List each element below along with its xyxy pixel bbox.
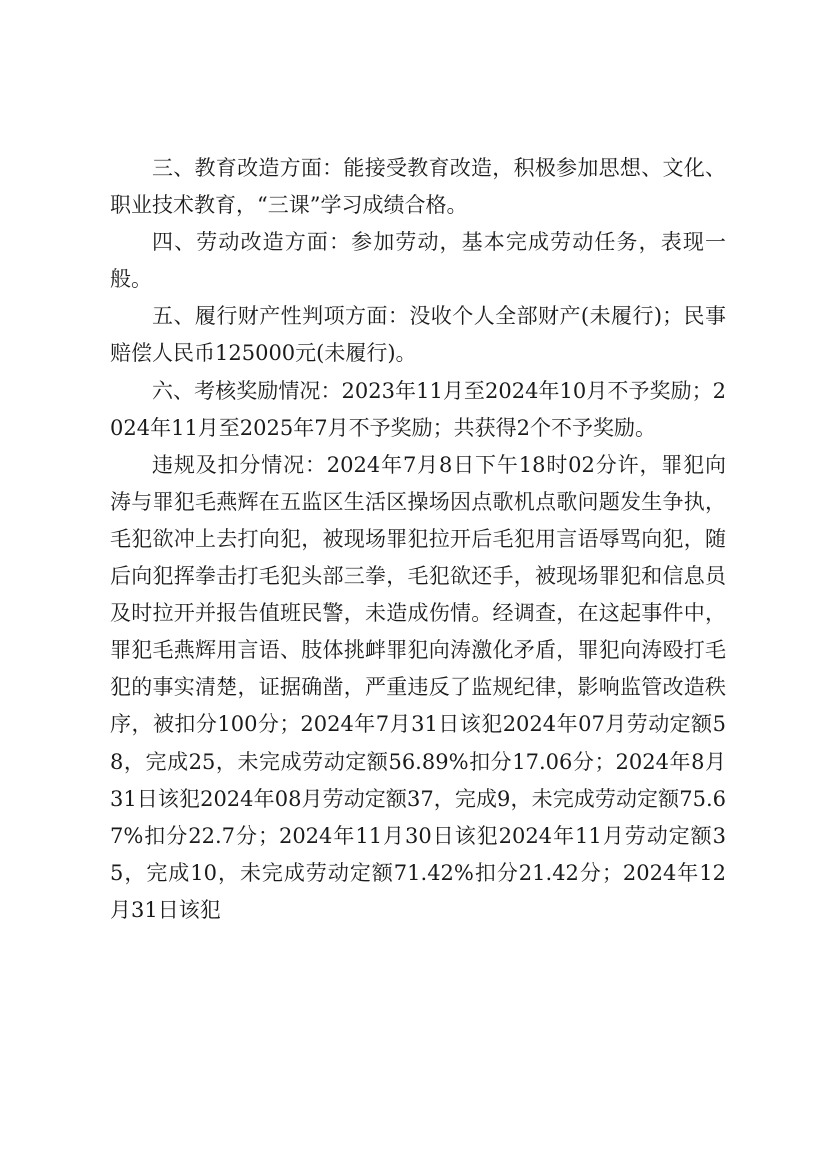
document-body (110, 150, 726, 929)
paragraph-education-reform: 三、教育改造方面：能接受教育改造，积极参加思想、文化、职业技术教育，“三课”学习成绩合格。 (110, 156, 726, 218)
paragraph-assessment-rewards: 六、考核奖励情况：2023年11月至2024年10月不予奖励；2024年11月至2025年7月不予奖励；共获得2个不予奖励。 (110, 378, 726, 440)
paragraph-labor-reform: 四、劳动改造方面：参加劳动，基本完成劳动任务，表现一般。 (110, 230, 726, 292)
paragraph-violations-deductions: 违规及扣分情况：2024年7月8日下午18时02分许，罪犯向涛与罪犯毛燕辉在五监区生活区操场因点歌机点歌问题发生争执，毛犯欲冲上去打向犯，被现场罪犯拉开后毛犯用言语辱骂向犯，随后向犯挥拳击打毛犯头部三拳，毛犯欲还手，被现场罪犯和信息员及时拉开并报告值班民警，未造成伤情。经调查，在这起事件中，罪犯毛燕辉用言语、肢体挑衅罪犯向涛激化矛盾，罪犯向涛殴打毛犯的事实清楚，证据确凿，严重违反了监规纪律，影响监管改造秩序，被扣分100分；2024年7月31日该犯2024年07月劳动定额58，完成25，未完成劳动定额56.89%扣分17.06分；2024年8月31日该犯2024年08月劳动定额37，完成9，未完成劳动定额75.67%扣分22.7分；2024年11月30日该犯2024年11月劳动定额35，完成10，未完成劳动定额71.42%扣分21.42分；2024年12月31日该犯 (110, 452, 726, 922)
paragraph-property-judgment: 五、履行财产性判项方面：没收个人全部财产(未履行)；民事赔偿人民币125000元(未履行)。 (110, 304, 726, 366)
